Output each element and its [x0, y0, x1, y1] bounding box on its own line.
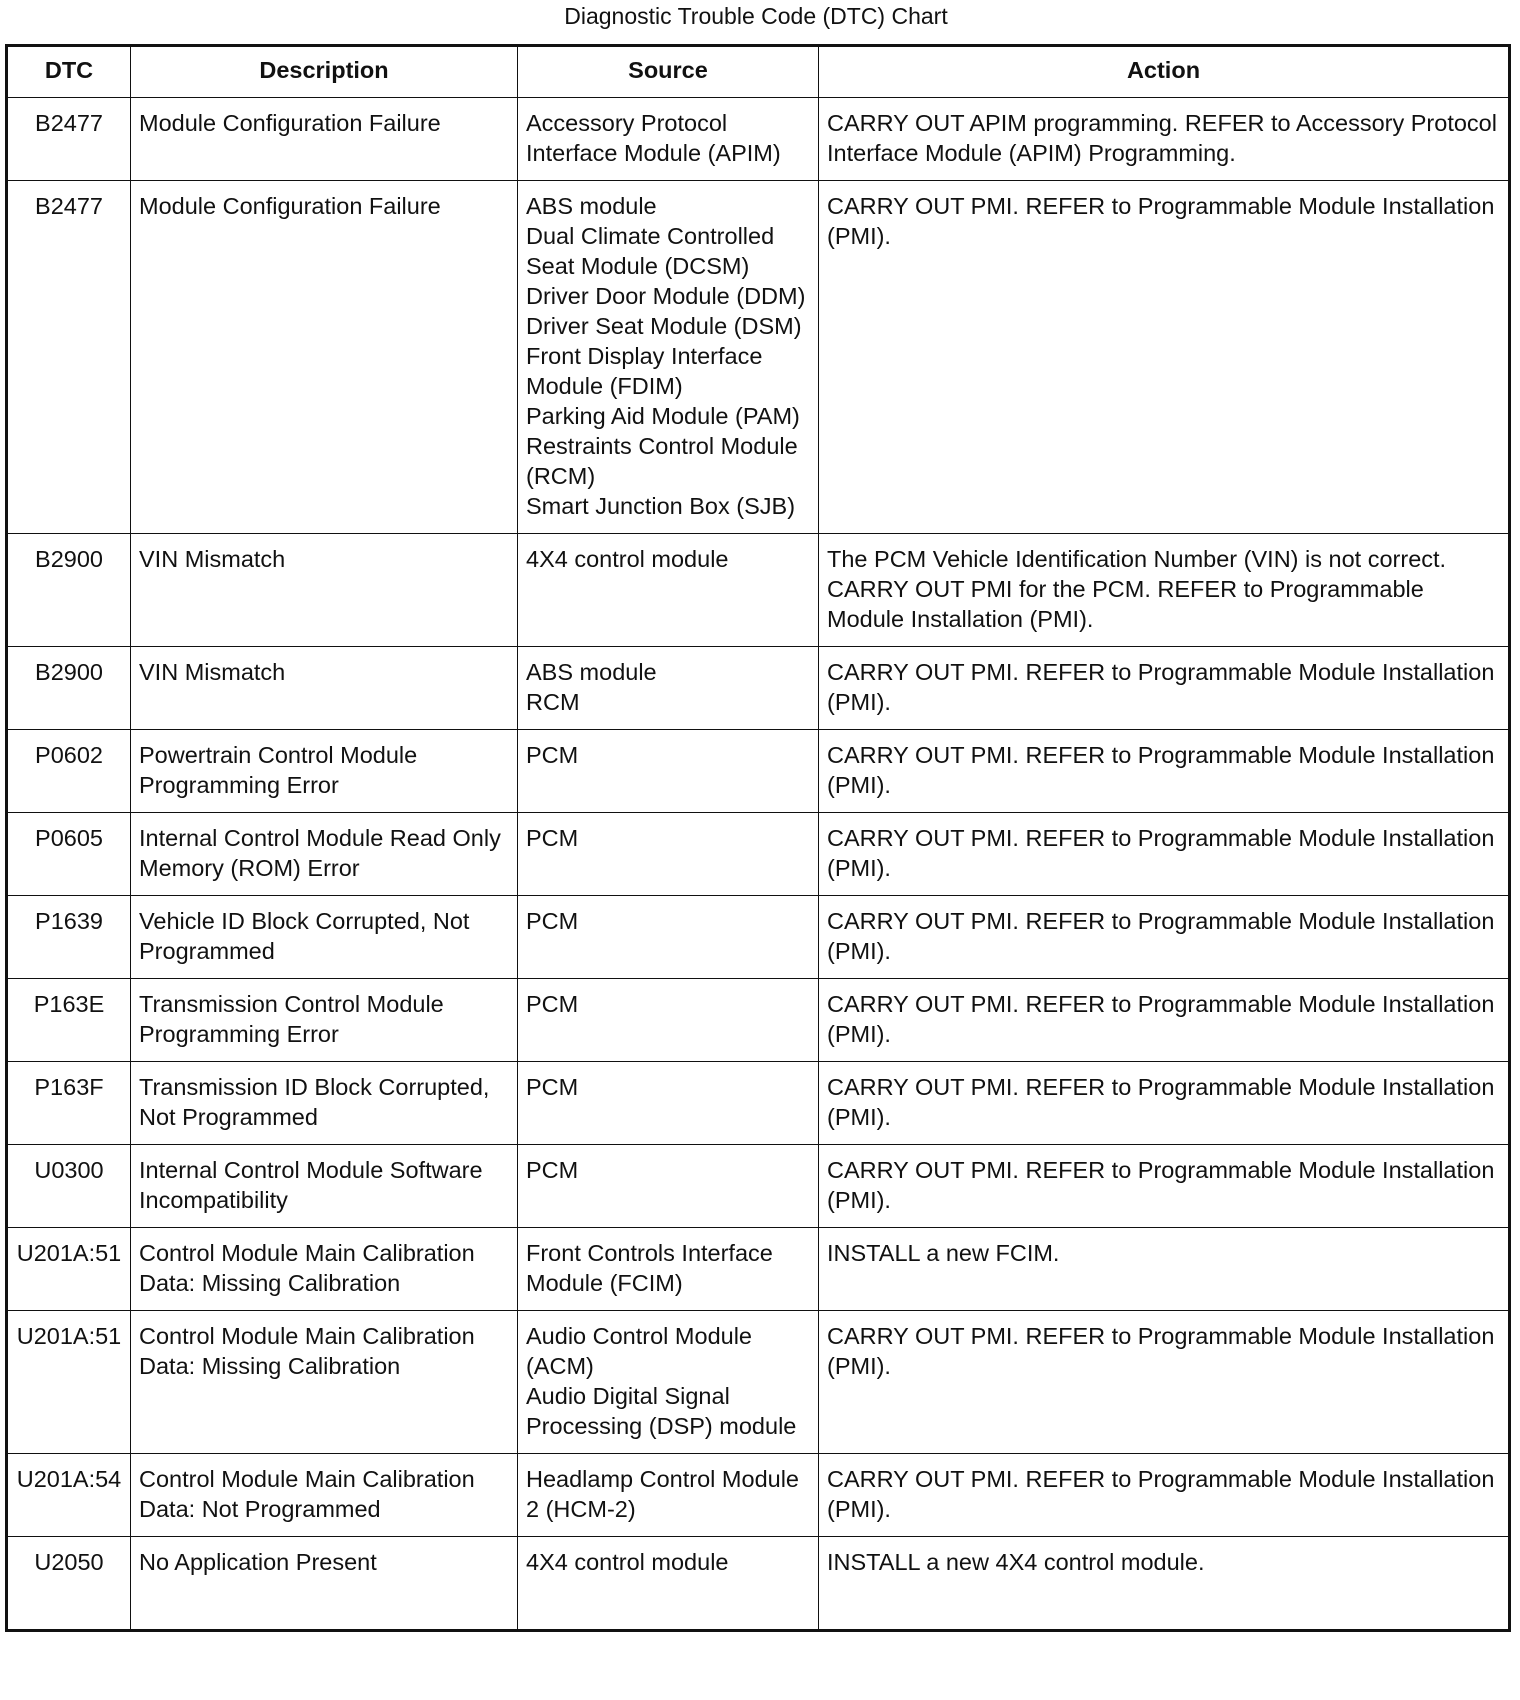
source-cell [518, 1145, 819, 1228]
source-line: ABS module [526, 193, 657, 219]
description-cell: Control Module Main Calibration Data: Not Programmed [131, 1454, 518, 1537]
description-cell: Transmission Control Module Programming Error [131, 979, 518, 1062]
dtc-cell: P163E [7, 979, 131, 1062]
action-cell: CARRY OUT PMI. REFER to Programmable Module Installation (PMI). [819, 1311, 1510, 1454]
source-cell [518, 1228, 819, 1311]
action-cell: CARRY OUT PMI. REFER to Programmable Module Installation (PMI). [819, 896, 1510, 979]
description-cell: Control Module Main Calibration Data: Missing Calibration [131, 1311, 518, 1454]
table-row [7, 181, 1510, 534]
table-row [7, 813, 1510, 896]
source-line: PCM [526, 825, 579, 851]
source-line: PCM [526, 742, 579, 768]
table-row [7, 896, 1510, 979]
action-cell: INSTALL a new FCIM. [819, 1228, 1510, 1311]
source-line: Driver Seat Module (DSM) [526, 313, 802, 339]
source-line: Headlamp Control Module 2 (HCM-2) [526, 1466, 800, 1522]
action-cell: CARRY OUT PMI. REFER to Programmable Module Installation (PMI). [819, 647, 1510, 730]
source-cell [518, 730, 819, 813]
source-line: PCM [526, 1157, 579, 1183]
source-line: Front Controls Interface Module (FCIM) [526, 1240, 773, 1296]
column-header-action: Action [819, 46, 1510, 98]
table-row [7, 98, 1510, 181]
source-cell [518, 1062, 819, 1145]
action-cell: CARRY OUT APIM programming. REFER to Accessory Protocol Interface Module (APIM) Programming. [819, 98, 1510, 181]
source-line: Audio Control Module (ACM) [526, 1323, 752, 1379]
source-cell [518, 181, 819, 534]
dtc-cell: P0605 [7, 813, 131, 896]
source-cell [518, 813, 819, 896]
source-line: Accessory Protocol Interface Module (APIM) [526, 110, 781, 166]
dtc-cell: B2477 [7, 181, 131, 534]
description-cell: Module Configuration Failure [131, 181, 518, 534]
action-cell: CARRY OUT PMI. REFER to Programmable Module Installation (PMI). [819, 1454, 1510, 1537]
source-line: Front Display Interface Module (FDIM) [526, 343, 763, 399]
source-line: PCM [526, 991, 579, 1017]
description-cell: Internal Control Module Software Incompatibility [131, 1145, 518, 1228]
dtc-cell: P0602 [7, 730, 131, 813]
source-cell [518, 979, 819, 1062]
source-line: 4X4 control module [526, 1549, 729, 1575]
description-cell: Vehicle ID Block Corrupted, Not Programmed [131, 896, 518, 979]
action-cell: CARRY OUT PMI. REFER to Programmable Module Installation (PMI). [819, 813, 1510, 896]
dtc-cell: U201A:51 [7, 1228, 131, 1311]
source-line: PCM [526, 1074, 579, 1100]
source-cell [518, 98, 819, 181]
dtc-cell: U2050 [7, 1537, 131, 1631]
column-header-description: Description [131, 46, 518, 98]
table-row [7, 979, 1510, 1062]
page-title: Diagnostic Trouble Code (DTC) Chart [564, 3, 948, 29]
source-line: 4X4 control module [526, 546, 729, 572]
action-cell: The PCM Vehicle Identification Number (VIN) is not correct. CARRY OUT PMI for the PCM. REFER to Programmable Module Installation (PMI). [819, 534, 1510, 647]
description-cell: Transmission ID Block Corrupted, Not Programmed [131, 1062, 518, 1145]
source-cell [518, 896, 819, 979]
table-row [7, 1537, 1510, 1631]
action-cell: INSTALL a new 4X4 control module. [819, 1537, 1510, 1631]
action-cell: CARRY OUT PMI. REFER to Programmable Module Installation (PMI). [819, 1145, 1510, 1228]
source-cell [518, 1454, 819, 1537]
table-row [7, 647, 1510, 730]
dtc-cell: U201A:54 [7, 1454, 131, 1537]
source-line: Audio Digital Signal Processing (DSP) module [526, 1383, 797, 1439]
dtc-cell: B2900 [7, 534, 131, 647]
source-line: RCM [526, 689, 580, 715]
dtc-table [5, 44, 1511, 1632]
table-row [7, 1311, 1510, 1454]
dtc-cell: U201A:51 [7, 1311, 131, 1454]
source-line: Driver Door Module (DDM) [526, 283, 806, 309]
table-body [7, 98, 1510, 1631]
source-line: PCM [526, 908, 579, 934]
description-cell: Control Module Main Calibration Data: Missing Calibration [131, 1228, 518, 1311]
table-row [7, 1145, 1510, 1228]
action-cell: CARRY OUT PMI. REFER to Programmable Module Installation (PMI). [819, 730, 1510, 813]
dtc-cell: P1639 [7, 896, 131, 979]
dtc-cell: B2477 [7, 98, 131, 181]
description-cell: VIN Mismatch [131, 647, 518, 730]
description-cell: VIN Mismatch [131, 534, 518, 647]
action-cell: CARRY OUT PMI. REFER to Programmable Module Installation (PMI). [819, 181, 1510, 534]
table-row [7, 534, 1510, 647]
dtc-cell: B2900 [7, 647, 131, 730]
table-row [7, 1454, 1510, 1537]
table-row [7, 1228, 1510, 1311]
description-cell: Internal Control Module Read Only Memory (ROM) Error [131, 813, 518, 896]
description-cell: No Application Present [131, 1537, 518, 1631]
source-line: Smart Junction Box (SJB) [526, 493, 796, 519]
source-line: Dual Climate Controlled Seat Module (DCSM) [526, 223, 775, 279]
description-cell: Powertrain Control Module Programming Error [131, 730, 518, 813]
table-row [7, 1062, 1510, 1145]
description-cell: Module Configuration Failure [131, 98, 518, 181]
dtc-cell: U0300 [7, 1145, 131, 1228]
source-cell [518, 1311, 819, 1454]
source-line: Restraints Control Module (RCM) [526, 433, 798, 489]
source-cell [518, 534, 819, 647]
table-header-row [7, 46, 1510, 98]
table-row [7, 730, 1510, 813]
column-header-dtc: DTC [7, 46, 131, 98]
action-cell: CARRY OUT PMI. REFER to Programmable Module Installation (PMI). [819, 979, 1510, 1062]
dtc-cell: P163F [7, 1062, 131, 1145]
action-cell: CARRY OUT PMI. REFER to Programmable Module Installation (PMI). [819, 1062, 1510, 1145]
source-cell [518, 1537, 819, 1631]
source-line: Parking Aid Module (PAM) [526, 403, 800, 429]
source-cell [518, 647, 819, 730]
column-header-source: Source [518, 46, 819, 98]
source-line: ABS module [526, 659, 657, 685]
